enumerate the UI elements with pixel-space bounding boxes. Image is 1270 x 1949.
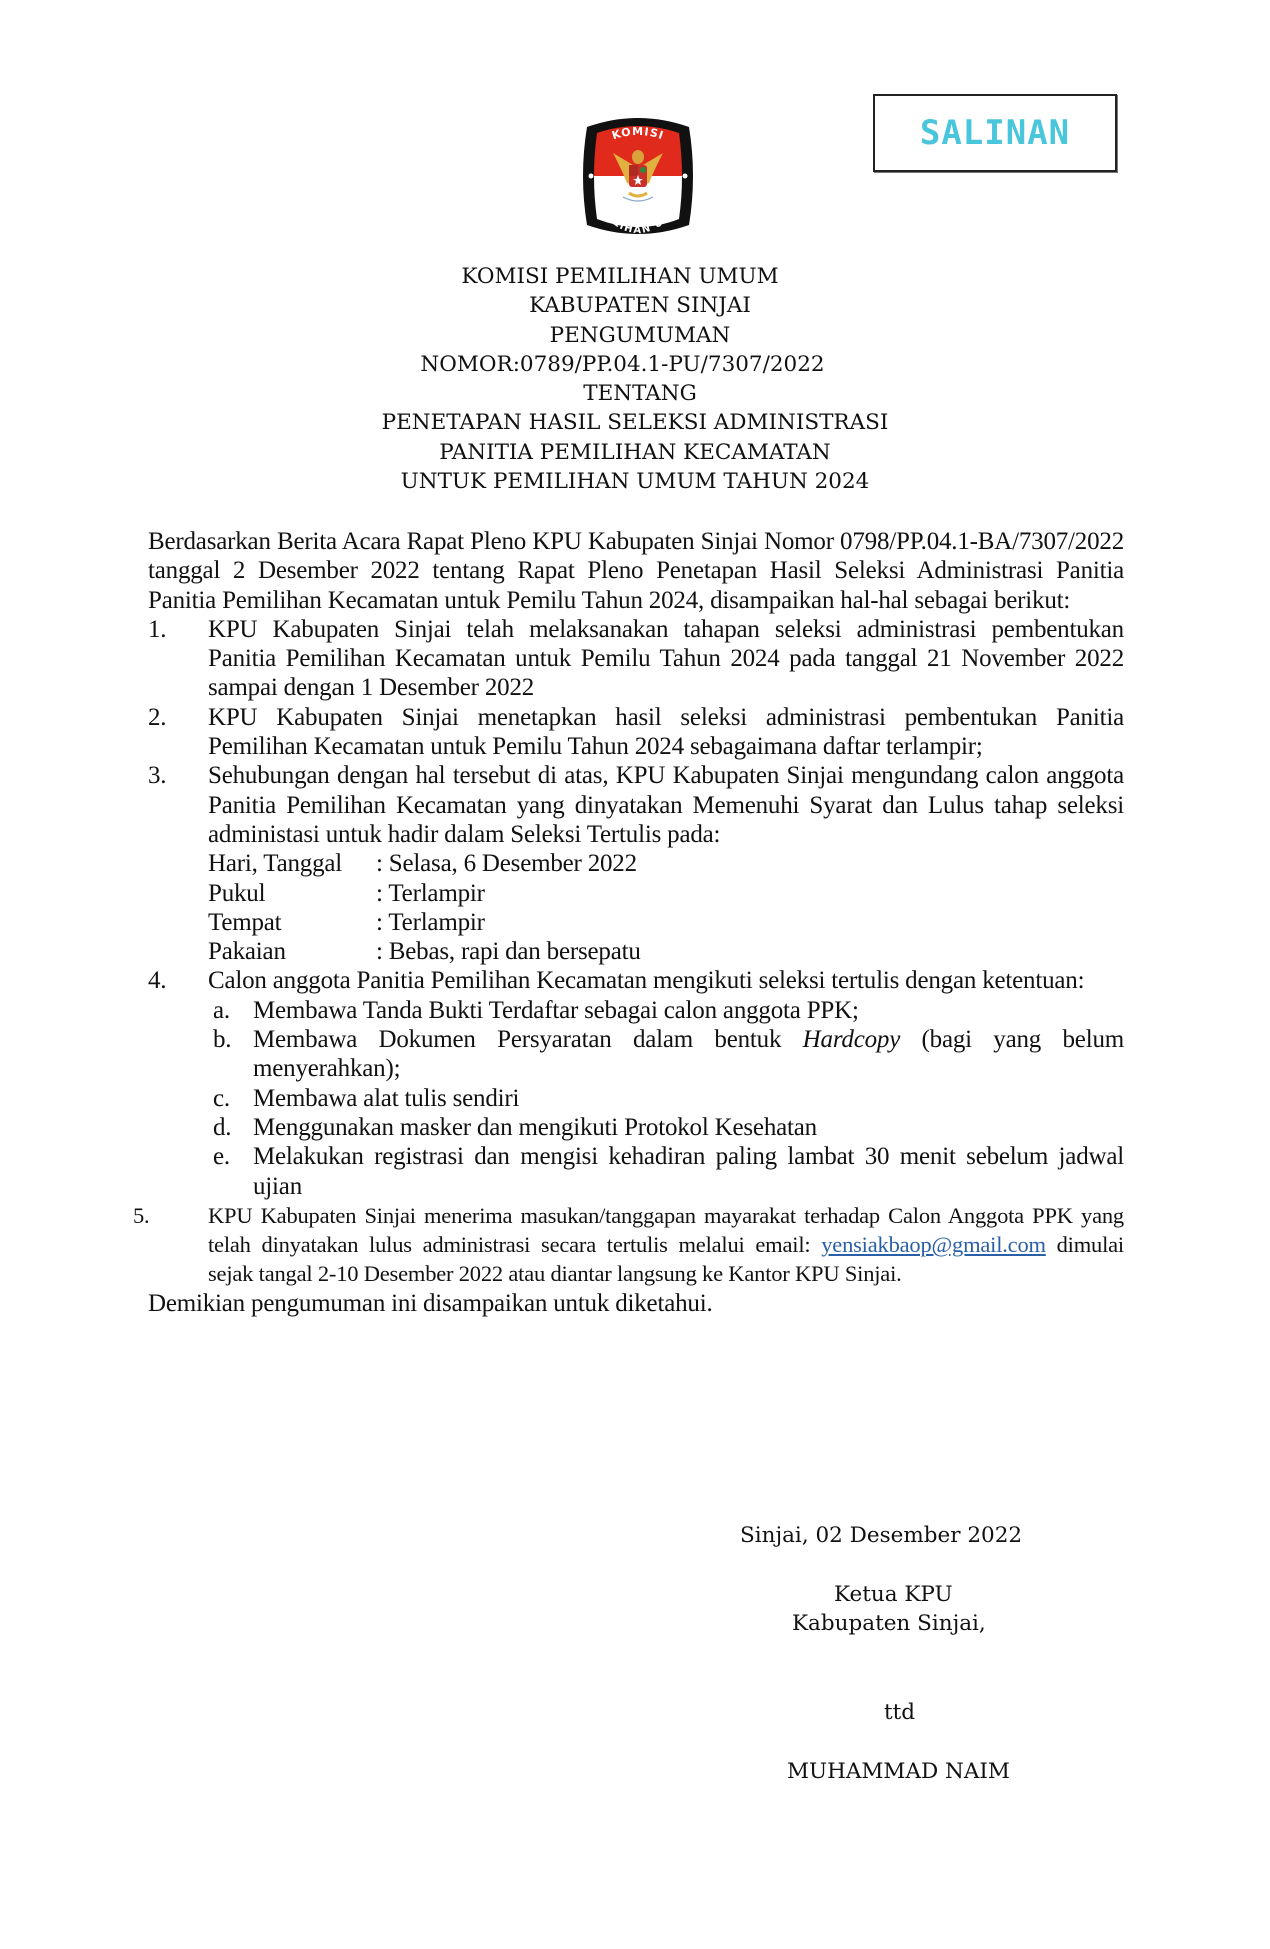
- email-link[interactable]: yensiakbaop@gmail.com: [821, 1232, 1046, 1258]
- header-doc-type: PENGUMUMAN: [549, 322, 731, 348]
- subitem-letter: a.: [213, 996, 230, 1024]
- document-body: [133, 527, 1124, 1318]
- item-text: KPU Kabupaten Sinjai telah melaksanakan tahapan seleksi administrasi pembentukan Panitia Pemilihan Kecamatan untuk Pemilu Tahun 2024 pada tanggal 21 November 2022 sampai dengan 1 Desember 2022: [208, 615, 1124, 702]
- item-text: Sehubungan dengan hal tersebut di atas, KPU Kabupaten Sinjai mengundang calon anggota Panitia Pemilihan Kecamatan yang dinyatakan Memenuhi Syarat dan Lulus tahap seleksi administasi untuk hadir dalam Seleksi Tertulis pada:: [208, 762, 1124, 848]
- header-about: TENTANG: [583, 381, 697, 407]
- item-number: 4.: [148, 967, 167, 995]
- kpu-logo-icon: [583, 113, 693, 239]
- item-text: KPU Kabupaten Sinjai menerima masukan/tanggapan mayarakat terhadap Calon Anggota PPK yang telah dinyatakan lulus administrasi secara tertulis melalui email:: [208, 1202, 1124, 1258]
- subitem-e: [208, 1142, 1124, 1201]
- schedule-row-attire: [208, 937, 1124, 966]
- schedule-row-place: [208, 908, 1124, 937]
- subitem-d: [208, 1113, 1124, 1142]
- header-regency: KABUPATEN SINJAI: [529, 293, 751, 319]
- item-text: Calon anggota Panitia Pemilihan Kecamatan mengikuti seleksi tertulis dengan ketentuan:: [208, 967, 1085, 995]
- intro-paragraph: Berdasarkan Berita Acara Rapat Pleno KPU Kabupaten Sinjai Nomor 0798/PP.04.1-BA/7307/2022 tanggal 2 Desember 2022 tentang Rapat Pleno Penetapan Hasil Seleksi Administrasi Panitia Panitia Pemilihan Kecamatan untuk Pemilu Tahun 2024, disampaikan hal-hal sebagai berikut:: [148, 528, 1124, 614]
- schedule-value: : Selasa, 6 Desember 2022: [376, 850, 637, 878]
- subitem-letter: d.: [213, 1113, 232, 1141]
- signer-title-2: Kabupaten Sinjai,: [792, 1611, 986, 1636]
- place-date: Sinjai, 02 Desember 2022: [740, 1523, 1023, 1548]
- document-header: [0, 262, 1270, 496]
- schedule-value: : Bebas, rapi dan bersepatu: [376, 938, 641, 966]
- schedule-key: Pukul: [208, 879, 266, 907]
- item-text: KPU Kabupaten Sinjai menetapkan hasil seleksi administrasi pembentukan Panitia Pemilihan Kecamatan untuk Pemilu Tahun 2024 sebagaimana daftar terlampir;: [208, 703, 1124, 761]
- subitem-c: [208, 1084, 1124, 1113]
- schedule-key: Hari, Tanggal: [208, 850, 343, 878]
- closing-statement: Demikian pengumuman ini disampaikan untuk diketahui.: [148, 1289, 713, 1317]
- subitem-italic: Hardcopy: [802, 1026, 901, 1054]
- subitem-b: [208, 1025, 1124, 1084]
- schedule-row-date: [208, 849, 1124, 878]
- list-item-4: [148, 966, 1124, 1200]
- subitem-text: Membawa alat tulis sendiri: [253, 1084, 520, 1112]
- list-item-3: [148, 761, 1124, 966]
- subitem-text-after: (bagi yang belum menyerahkan);: [253, 1026, 1124, 1083]
- schedule-key: Pakaian: [208, 938, 286, 966]
- item-number: 2.: [148, 703, 167, 731]
- schedule-value: : Terlampir: [376, 908, 485, 936]
- signer-title-1: Ketua KPU: [834, 1582, 953, 1607]
- subitem-a: [208, 996, 1124, 1025]
- logo-top-text: KOMISI: [610, 124, 666, 143]
- list-item-1: [148, 615, 1124, 703]
- schedule-value: : Terlampir: [376, 879, 485, 907]
- salinan-stamp: [873, 94, 1117, 172]
- header-doc-number: NOMOR:0789/PP.04.1-PU/7307/2022: [420, 351, 825, 377]
- header-subject-2: PANITIA PEMILIHAN KECAMATAN: [439, 439, 831, 465]
- subitem-text: Menggunakan masker dan mengikuti Protokol Kesehatan: [253, 1113, 817, 1141]
- item-number: 5.: [133, 1202, 150, 1228]
- header-subject-3: UNTUK PEMILIHAN UMUM TAHUN 2024: [400, 469, 870, 495]
- header-subject-1: PENETAPAN HASIL SELEKSI ADMINISTRASI: [381, 410, 889, 436]
- subitem-text: Membawa Dokumen Persyaratan dalam bentuk: [253, 1026, 803, 1054]
- item-text-after: dimulai sejak tangal 2-10 Desember 2022 atau diantar langsung ke Kantor KPU Sinjai.: [208, 1232, 1124, 1287]
- stamp-label: SALINAN: [919, 113, 1071, 153]
- schedule-key: Tempat: [208, 908, 282, 936]
- subitem-text: Membawa Tanda Bukti Terdaftar sebagai calon anggota PPK;: [253, 996, 859, 1024]
- header-institution: KOMISI PEMILIHAN UMUM: [461, 264, 779, 289]
- subitem-text: Melakukan registrasi dan mengisi kehadiran paling lambat 30 menit sebelum jadwal ujian: [253, 1143, 1124, 1200]
- signed-mark: ttd: [884, 1700, 916, 1725]
- item-number: 1.: [148, 615, 167, 643]
- subitem-letter: b.: [213, 1026, 232, 1054]
- subitem-letter: c.: [213, 1084, 230, 1112]
- subitem-letter: e.: [213, 1143, 230, 1171]
- list-item-2: [148, 703, 1124, 762]
- item-number: 3.: [148, 762, 167, 790]
- signer-name: MUHAMMAD NAIM: [787, 1759, 1010, 1784]
- schedule-row-time: [208, 879, 1124, 908]
- logo-bottom-text: PEMILIHAN UMUM: [593, 191, 683, 237]
- list-item-5: [133, 1201, 1124, 1289]
